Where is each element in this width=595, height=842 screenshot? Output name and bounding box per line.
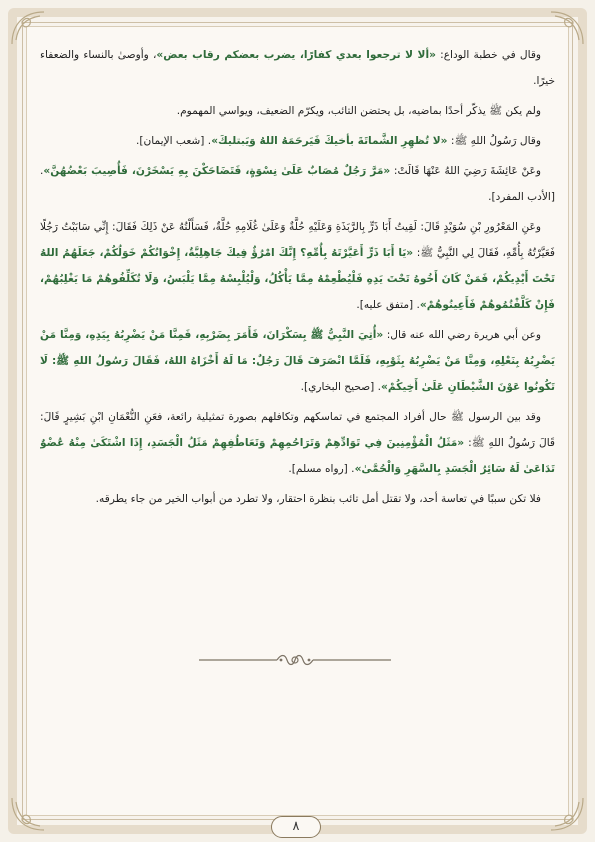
hadith-quote: «ألا لا ترجعوا بعدي كفارًا، يضرب بعضكم رقاب بعض» bbox=[156, 49, 436, 61]
paragraph-text: ولم يكن ﷺ يذكّر أحدًا بماضيه، بل يحتضن التائب، ويكرّم الضعيف، ويواسي المهموم. bbox=[176, 105, 541, 117]
paragraph-text: وقال رَسُولُ اللهِ ﷺ: bbox=[447, 135, 541, 147]
hadith-quote: «مَثَلُ الْمُؤْمِنِينَ فِي تَوَادِّهِمْ وَتَرَاحُمِهِمْ وَتَعَاطُفِهِمْ مَثَلُ الْجَسَدِ، إِذَا اشْتَكَىٰ مِنْهُ عُضْوٌ تَدَاعَىٰ لَهُ سَائِرُ الْجَسَدِ بِالسَّهَرِ وَالْحُمَّىٰ» bbox=[40, 437, 555, 475]
corner-ornament-top-left bbox=[10, 10, 46, 46]
source-citation: . [شعب الإيمان]. bbox=[135, 135, 212, 147]
paragraph-text: وعن أبي هريرة رضي الله عنه قال: bbox=[383, 329, 541, 341]
paragraph-1 bbox=[40, 42, 555, 94]
source-citation: . [الأدب المفرد]. bbox=[40, 165, 555, 203]
hadith-quote: «لا تُظهِرِ الشَّماتَةَ بأخيكَ فَيَرحَمَهُ اللهُ وَيَبتليكَ» bbox=[211, 135, 448, 147]
hadith-quote: «يَا أَبَا ذَرٍّ أَعَيَّرْتَهُ بِأُمِّهِ؟ إِنَّكَ امْرُؤٌ فِيكَ جَاهِلِيَّةٌ، إِخْوَانُكُمْ خَوَلُكُمْ، جَعَلَهُمُ اللهُ تَحْتَ أَيْدِيكُمْ، فَمَنْ كَانَ أَخُوهُ تَحْتَ يَدِهِ فَلْيُطْعِمْهُ مِمَّا يَأْكُلُ، وَلْيُلْبِسْهُ مِمَّا يَلْبَسُ، وَلَا تُكَلِّفُوهُمْ مَا يَغْلِبُهُمْ، فَإِنْ كَلَّفْتُمُوهُمْ فَأَعِينُوهُمْ» bbox=[40, 247, 555, 311]
paragraph-text: وقال في خطبة الوداع: bbox=[435, 49, 542, 61]
paragraph-4 bbox=[40, 158, 555, 210]
paragraph-8 bbox=[40, 486, 555, 512]
paragraph-text: وقد بين الرسول ﷺ حال أفراد المجتمع في تماسكهم وتكافلهم بصورة تمثيلية رائعة، فعَنِ النُّعْمَانِ ابْنِ بَشِيرٍ قَالَ: قَالَ رَسُولُ اللهِ ﷺ: bbox=[40, 411, 555, 449]
source-citation: . [متفق عليه]. bbox=[356, 299, 420, 311]
paragraph-text: وعَنِ المَعْرُورِ بْنِ سُوَيْدٍ قَالَ: لَقِيتُ أَبَا ذَرٍّ بِالرَّبَذَةِ وَعَلَيْهِ حُلَّةٌ وَعَلَىٰ غُلَامِهِ حُلَّةٌ، فَسَأَلْتُهُ عَنْ ذَلِكَ فَقَالَ: إِنِّي سَابَبْتُ رَجُلًا فَعَيَّرْتُهُ بِأُمِّهِ، فَقَالَ لِي النَّبِيُّ ﷺ: bbox=[40, 221, 555, 259]
page-number: ٨ bbox=[271, 816, 321, 838]
paragraph-6 bbox=[40, 322, 555, 400]
paragraph-text: وعَنْ عَائِشَةَ رَضِيَ اللهُ عَنْهَا قَالَتْ: bbox=[390, 165, 541, 177]
paragraph-5 bbox=[40, 214, 555, 318]
corner-ornament-bottom-left bbox=[10, 796, 46, 832]
paragraph-text: ، وأوصىٰ بالنساء والضعفاء خيرًا. bbox=[40, 49, 555, 87]
corner-ornament-bottom-right bbox=[549, 796, 585, 832]
paragraph-7 bbox=[40, 404, 555, 482]
page-body bbox=[40, 42, 555, 667]
paragraph-2 bbox=[40, 98, 555, 124]
corner-ornament-top-right bbox=[549, 10, 585, 46]
source-citation: . [صحيح البخاري]. bbox=[300, 381, 382, 393]
paragraph-text: فلا تكن سببًا في تعاسة أحد، ولا تقتل أمل تائب بنظرة احتقار، ولا تطرد من أبواب الخير من جاء يطرقه. bbox=[95, 493, 541, 505]
paragraph-3 bbox=[40, 128, 555, 154]
ornamental-divider bbox=[195, 650, 395, 670]
hadith-quote: «مَرَّ رَجُلٌ مُصَابٌ عَلَىٰ نِسْوَةٍ، فَتَضَاحَكْنَ بِهِ يَسْخَرْنَ، فَأُصِيبَ بَعْضُهُنَّ» bbox=[43, 165, 391, 177]
hadith-quote: «أُتِيَ النَّبِيُّ ﷺ بِسَكْرَانَ، فَأَمَرَ بِضَرْبِهِ، فَمِنَّا مَنْ يَضْرِبُهُ بِيَدِهِ، وَمِنَّا مَنْ يَضْرِبُهُ بِنَعْلِهِ، وَمِنَّا مَنْ يَضْرِبُهُ بِثَوْبِهِ، فَلَمَّا انْصَرَفَ قَالَ رَجُلٌ: مَا لَهُ أَخْزَاهُ اللهُ، فَقَالَ رَسُولُ اللهِ ﷺ: لَا تَكُونُوا عَوْنَ الشَّيْطَانِ عَلَىٰ أَخِيكُمْ» bbox=[40, 329, 555, 393]
source-citation: . [رواه مسلم]. bbox=[288, 463, 355, 475]
